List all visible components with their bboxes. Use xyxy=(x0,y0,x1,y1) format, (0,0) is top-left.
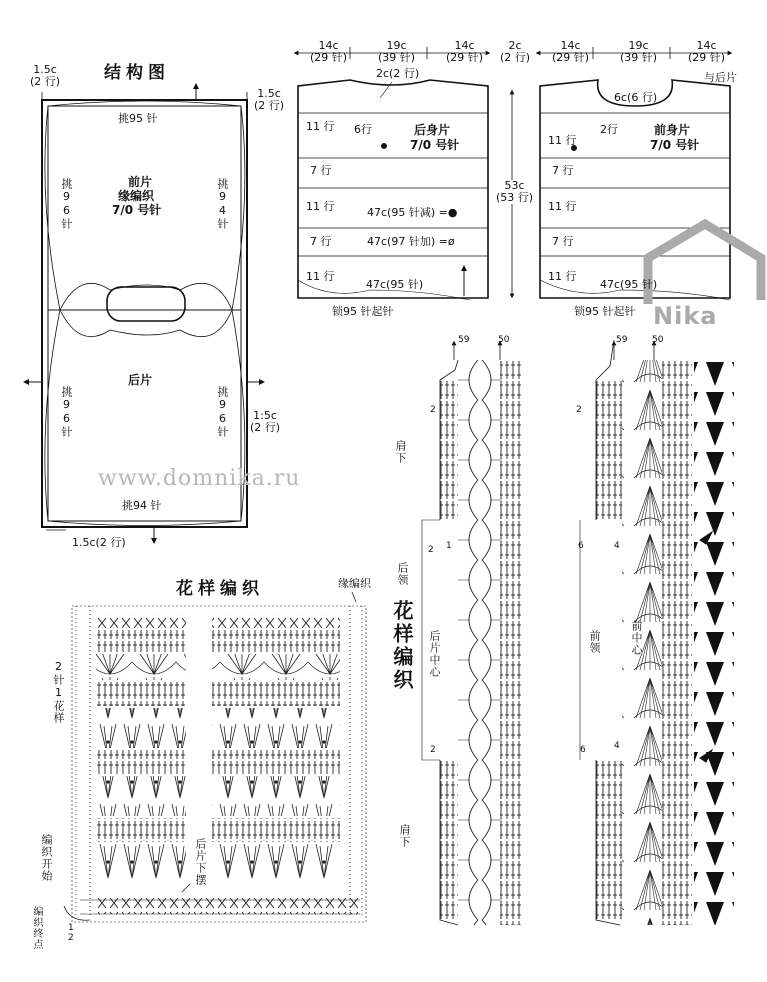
back-row-2: 7 行 xyxy=(310,164,332,177)
front-num-4b: 4 xyxy=(614,741,620,751)
nika-logo-house xyxy=(648,224,761,304)
front-row-3: 11 行 xyxy=(548,200,577,213)
pattern-back-hem: 后片下摆 xyxy=(194,838,207,886)
front-num-4a: 4 xyxy=(614,541,620,551)
front-dim-left: 14c (29 针) xyxy=(552,39,590,64)
back-label: 后片 xyxy=(128,373,153,387)
front-to-back: 与后片 xyxy=(704,71,737,84)
back-name: 后身片 xyxy=(414,123,451,137)
pattern-left-note: 2针1花样 xyxy=(52,660,65,724)
back-neck-label: 后领 xyxy=(396,562,409,586)
front-needle: 7/0 号针 xyxy=(650,138,700,152)
dim-top-right: 1.5c (2 行) xyxy=(254,87,285,112)
back-row-4: 7 行 xyxy=(310,235,332,248)
pattern-row-1: 1 xyxy=(68,923,74,933)
front-rows-label: 2行 xyxy=(600,123,618,136)
front-chain: 锁95 针起针 xyxy=(574,305,636,318)
right-chart-front xyxy=(580,340,734,925)
back-shoulder: 肩下 xyxy=(394,440,407,464)
front-row-4: 7 行 xyxy=(552,235,574,248)
back-inc: 47c(97 针加) =ø xyxy=(367,235,455,248)
front-num-2: 2 xyxy=(576,405,582,415)
back-num-2a: 2 xyxy=(430,405,436,415)
front-dim-mid: 19c (39 针) xyxy=(620,39,658,64)
right-top-pick: 挑94针 xyxy=(216,178,229,230)
left-bottom-pick: 挑96针 xyxy=(60,386,73,438)
back-dec: 47c(95 针减) =● xyxy=(367,206,458,219)
front-neck-label: 前领 xyxy=(588,630,601,654)
front-label: 前片 xyxy=(128,175,153,189)
back-row-1: 11 行 xyxy=(306,120,335,133)
back-needle: 7/0 号针 xyxy=(410,138,460,152)
pattern-chart xyxy=(64,592,366,922)
back-center-label: 后片中心 xyxy=(428,630,441,678)
front-center-label: 前中心 xyxy=(630,620,643,656)
front-num-6a: 6 xyxy=(578,541,584,551)
back-row-5: 11 行 xyxy=(306,270,335,283)
front-row-5: 11 行 xyxy=(548,270,577,283)
structure-title: 结构图 xyxy=(104,63,170,83)
dim-top-left: 1.5c (2 行) xyxy=(30,63,61,88)
front-sub2: 7/0 号针 xyxy=(112,203,162,217)
back-num-2c: 2 xyxy=(430,745,436,755)
front-num-6b: 6 xyxy=(580,745,586,755)
back-width: 47c(95 针) xyxy=(366,278,424,291)
bottom-pick-label: 挑94 针 xyxy=(122,499,162,512)
back-dim-left: 14c (29 针) xyxy=(310,39,348,64)
dim-bottom: 1.5c(2 行) xyxy=(72,536,126,549)
back-rows-label: 6行 xyxy=(354,123,372,136)
nika-logo: Nika xyxy=(653,302,718,330)
back-num-1: 1 xyxy=(446,541,452,551)
front-dim-right: 14c (29 针) xyxy=(688,39,726,64)
back-chain: 锁95 针起针 xyxy=(332,305,394,318)
back-dim-right: 14c (29 针) xyxy=(446,39,484,64)
left-top-pick: 挑96针 xyxy=(60,178,73,230)
front-row-2: 7 行 xyxy=(552,164,574,177)
right-chart-title: 花样编织 xyxy=(390,600,414,692)
pattern-title: 花样编织 xyxy=(176,579,264,599)
watermark: www.domnika.ru xyxy=(98,466,301,491)
front-neck: 6c(6 行) xyxy=(614,91,658,104)
front-num-50: 50 xyxy=(652,335,664,345)
front-name: 前身片 xyxy=(654,123,691,137)
pattern-row-2: 2 xyxy=(68,933,74,943)
front-width: 47c(95 针) xyxy=(600,278,658,291)
back-neck: 2c(2 行) xyxy=(376,67,420,80)
dim-right-bottom: 1:5c (2 行) xyxy=(250,409,281,434)
back-num-50: 50 xyxy=(498,335,510,345)
pattern-edge-label: 缘编织 xyxy=(338,577,371,590)
back-num-2b: 2 xyxy=(428,545,434,555)
front-num-59: 59 xyxy=(616,335,628,345)
top-pick-label: 挑95 针 xyxy=(118,112,158,125)
back-shoulder-2: 肩下 xyxy=(398,824,411,848)
back-height: 53c (53 行) xyxy=(496,179,534,204)
pattern-end: 编织终点 xyxy=(31,906,42,950)
back-num-59: 59 xyxy=(458,335,470,345)
front-row-1: 11 行 xyxy=(548,134,577,147)
back-dim-mid: 19c (39 针) xyxy=(378,39,416,64)
back-row-3: 11 行 xyxy=(306,200,335,213)
pattern-start: 编织开始 xyxy=(40,834,53,882)
front-sub1: 缘编织 xyxy=(118,189,155,203)
back-dim-side: 2c (2 行) xyxy=(500,39,531,64)
right-bottom-pick: 挑96针 xyxy=(216,386,229,438)
